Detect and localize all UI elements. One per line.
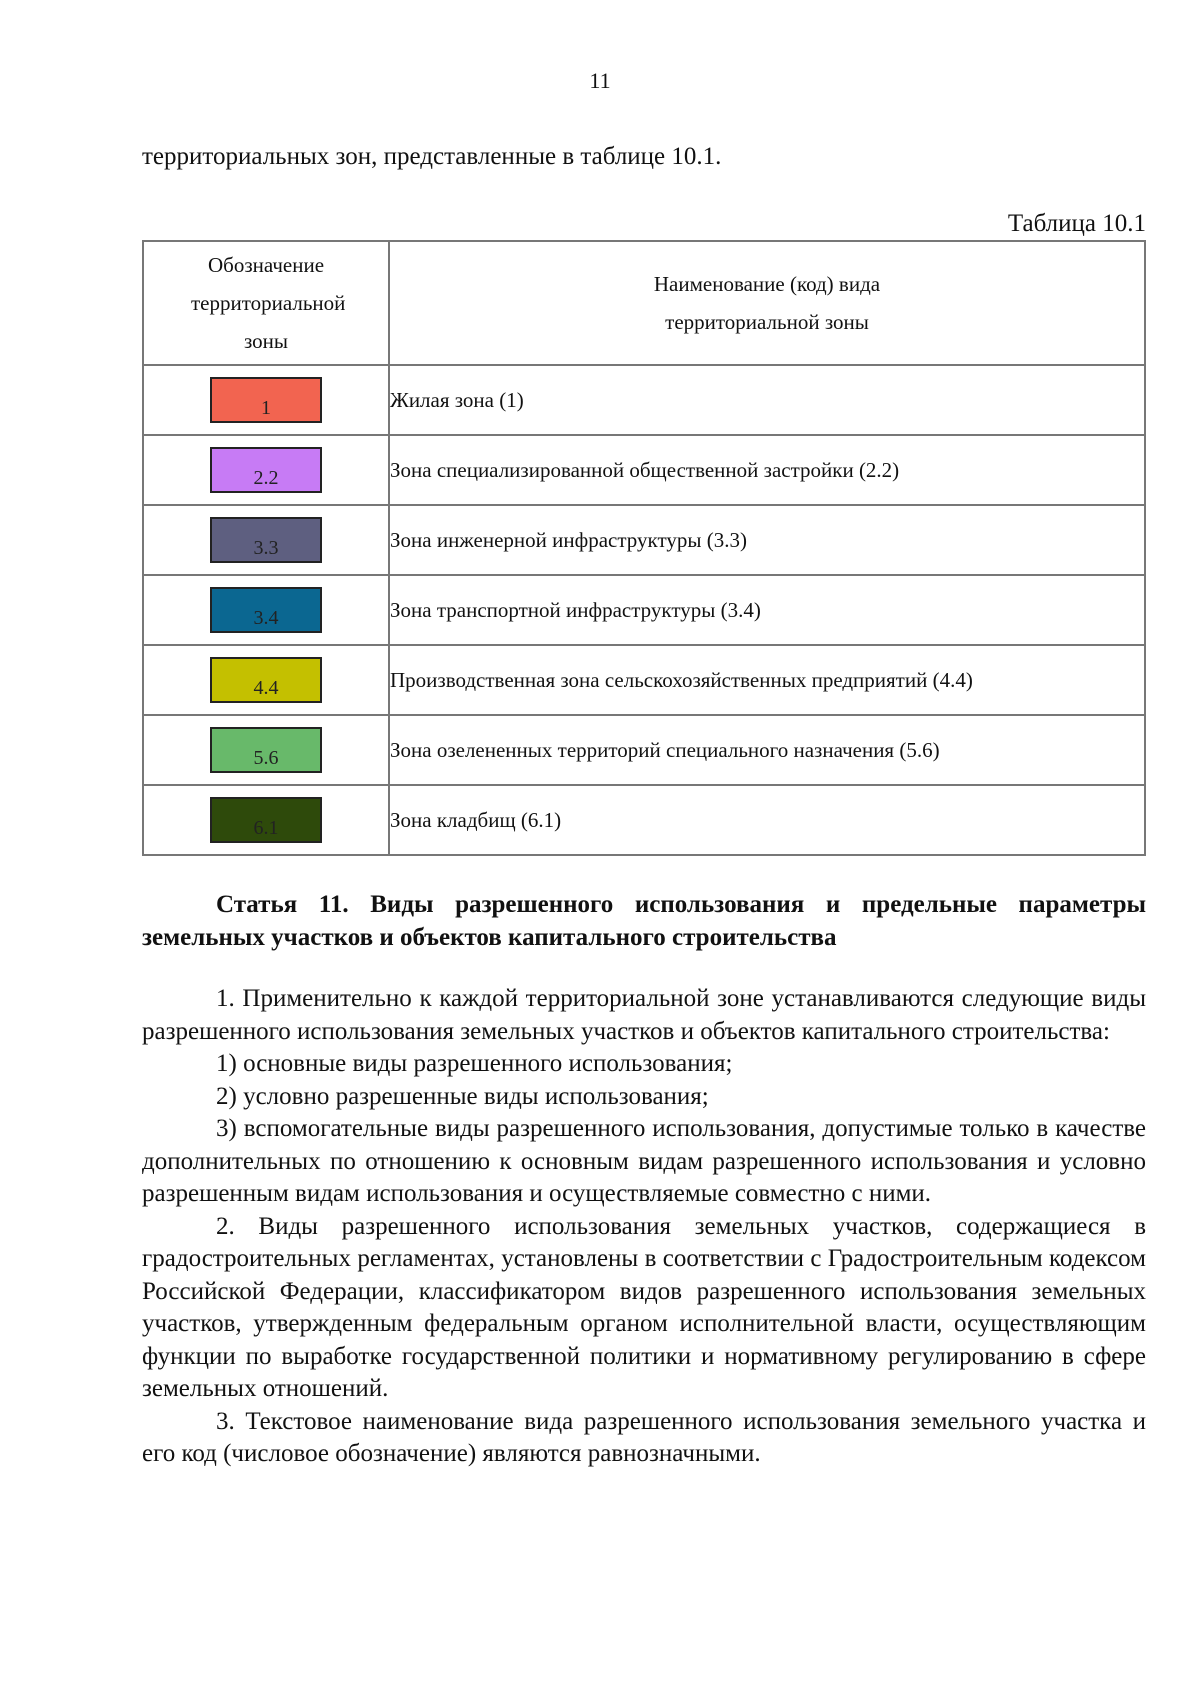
table-row xyxy=(143,435,1145,505)
zone-swatch: 1 xyxy=(210,377,322,423)
table-header-row xyxy=(143,241,1145,365)
zone-swatch: 4.4 xyxy=(210,657,322,703)
header-code-label: Обозначение территориальной зоны xyxy=(191,253,346,353)
zone-name: Зона транспортной инфраструктуры (3.4) xyxy=(389,575,1145,645)
zone-name: Зона инженерной инфраструктуры (3.3) xyxy=(389,505,1145,575)
article-title: Статья 11. Виды разрешенного использования и предельные параметры земельных участков и объектов капитального строительства xyxy=(142,891,1146,951)
zone-name: Производственная зона сельскохозяйственных предприятий (4.4) xyxy=(389,645,1145,715)
table-row xyxy=(143,505,1145,575)
zone-swatch: 2.2 xyxy=(210,447,322,493)
zone-swatch: 5.6 xyxy=(210,727,322,773)
header-code xyxy=(143,241,389,365)
paragraph: 2. Виды разрешенного использования земельных участков, содержащиеся в градостроительных регламентах, установлены в соответствии с Градостроительным кодексом Российской Федерации, классификатором видов разрешенного использования земельных участков, утвержденным федеральным органом исполнительной власти, осуществляющим функции по выработке государственной политики и нормативному регулированию в сфере земельных отношений. xyxy=(142,1212,1146,1402)
paragraph: 3. Текстовое наименование вида разрешенного использования земельного участка и его код (числовое обозначение) являются равнозначными. xyxy=(142,1407,1146,1467)
paragraph: 1) основные виды разрешенного использования; xyxy=(216,1050,733,1077)
zone-code-cell xyxy=(143,505,389,575)
intro-text: территориальных зон, представленные в таблице 10.1. xyxy=(142,143,722,170)
paragraph: 3) вспомогательные виды разрешенного использования, допустимые только в качестве дополнительных по отношению к основным видам разрешенного использования и условно разрешенным видам использования и осуществляемые совместно с ними. xyxy=(142,1115,1146,1207)
zone-code-cell xyxy=(143,365,389,435)
zone-code-cell xyxy=(143,645,389,715)
table-row xyxy=(143,785,1145,855)
zones-table-body xyxy=(143,365,1145,855)
header-name-label: Наименование (код) вида территориальной зоны xyxy=(653,272,881,334)
zone-swatch: 3.4 xyxy=(210,587,322,633)
zones-table xyxy=(142,240,1146,856)
paragraph: 1. Применительно к каждой территориальной зоне устанавливаются следующие виды разрешенного использования земельных участков и объектов капитального строительства: xyxy=(142,985,1146,1045)
table-row xyxy=(143,645,1145,715)
zone-name: Жилая зона (1) xyxy=(389,365,1145,435)
header-name xyxy=(389,241,1145,365)
zone-code-cell xyxy=(143,785,389,855)
page-number: 11 xyxy=(589,68,611,93)
table-row xyxy=(143,575,1145,645)
table-row xyxy=(143,715,1145,785)
table-caption: Таблица 10.1 xyxy=(1007,210,1146,237)
zone-name: Зона кладбищ (6.1) xyxy=(389,785,1145,855)
paragraph: 2) условно разрешенные виды использования; xyxy=(216,1082,709,1110)
table-row xyxy=(143,365,1145,435)
zone-swatch: 3.3 xyxy=(210,517,322,563)
zone-name: Зона специализированной общественной застройки (2.2) xyxy=(389,435,1145,505)
zone-code-cell xyxy=(143,575,389,645)
zone-code-cell xyxy=(143,715,389,785)
zone-name: Зона озелененных территорий специального назначения (5.6) xyxy=(389,715,1145,785)
zone-code-cell xyxy=(143,435,389,505)
article-body xyxy=(142,983,1146,1471)
zone-swatch: 6.1 xyxy=(210,797,322,843)
